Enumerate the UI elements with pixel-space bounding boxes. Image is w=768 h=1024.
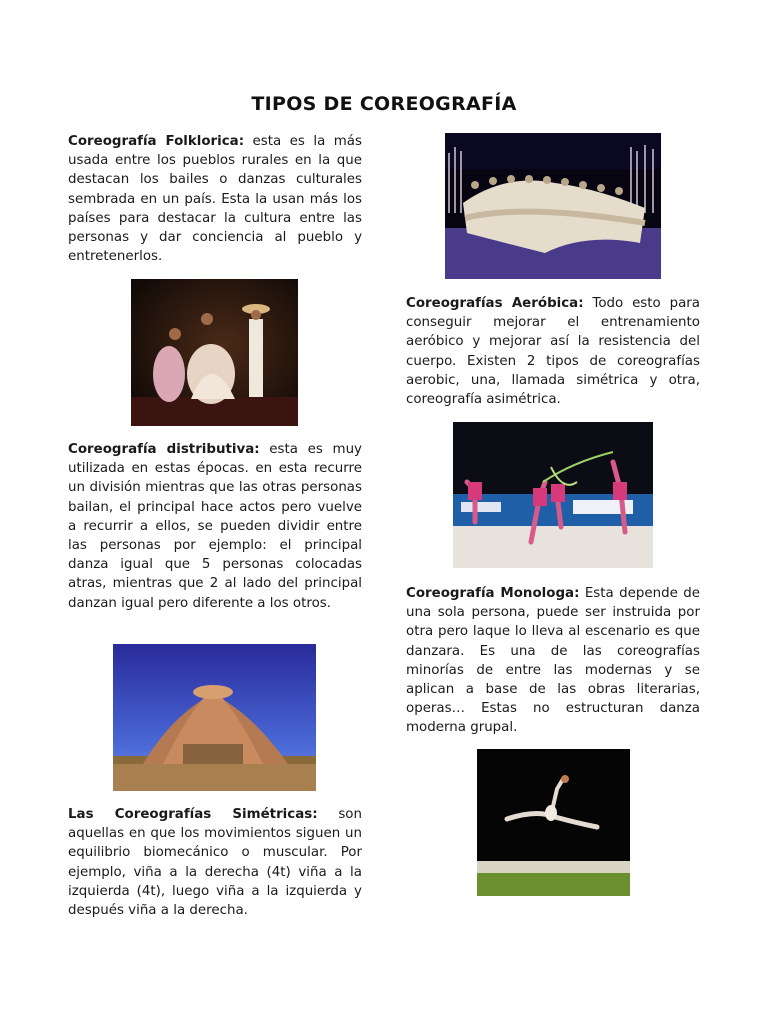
- section-monologa: [406, 584, 700, 738]
- section-aerobica: [406, 294, 700, 409]
- section-text: Esta depende de una sola persona, puede ser instruida por otra pero laque lo lleva al escenario es que danzara. Es una de las coreografías minorías de entre las modernas y se aplican a base de las obras literarias, operas… Estas no estructuran danza moderna grupal.: [406, 586, 700, 736]
- section-heading: Las Coreografías Simétricas:: [68, 807, 318, 822]
- ballet-line-photo: [445, 133, 661, 279]
- section-text: esta es la más usada entre los pueblos rurales en la que destacan los bailes o danzas culturales sembrada en un país. Esta la usan más los países para destacar la cultura entre las personas y dar conciencia al pueblo y entretenerlos.: [68, 134, 362, 265]
- section-heading: Coreografías Aeróbica:: [406, 296, 584, 311]
- section-heading: Coreografía distributiva:: [68, 442, 260, 457]
- folk-dance-photo: [131, 279, 298, 426]
- section-folklorica: [68, 132, 362, 266]
- section-text: Todo esto para conseguir mejorar el entrenamiento aeróbico y mejorar así la resistencia del cuerpo. Existen 2 tipos de coreografías aerobic, una, llamada simétrica y otra, coreografía asimétrica.: [406, 296, 700, 408]
- solo-gymnast-photo: [477, 749, 630, 896]
- section-text: esta es muy utilizada en estas épocas. en esta recurre un división mientras que las otras personas bailan, el principal hace actos pero vuelve a recurrir a ellos, se pueden dividir entre las personas por ejemplo: el principal danza igual que 5 personas colocadas atras, mientras que 2 al lado del principal danzan igual pero diferente a los otros.: [68, 442, 362, 611]
- section-heading: Coreografía Folklorica:: [68, 134, 245, 149]
- section-heading: Coreografía Monologa:: [406, 586, 580, 601]
- group-dance-photo: [113, 644, 316, 791]
- document-title: TIPOS DE COREOGRAFÍA: [251, 93, 517, 115]
- section-distributiva: [68, 440, 362, 613]
- section-simetricas: [68, 805, 362, 920]
- section-text: son aquellas en que los movimientos siguen un equilibrio biomecánico o muscular. Por ejemplo, viña a la derecha (4t) viña a la izquierda (4t), luego viña a la izquierda y después viña a la derecha.: [68, 807, 362, 919]
- gymnastics-group-photo: [453, 422, 653, 568]
